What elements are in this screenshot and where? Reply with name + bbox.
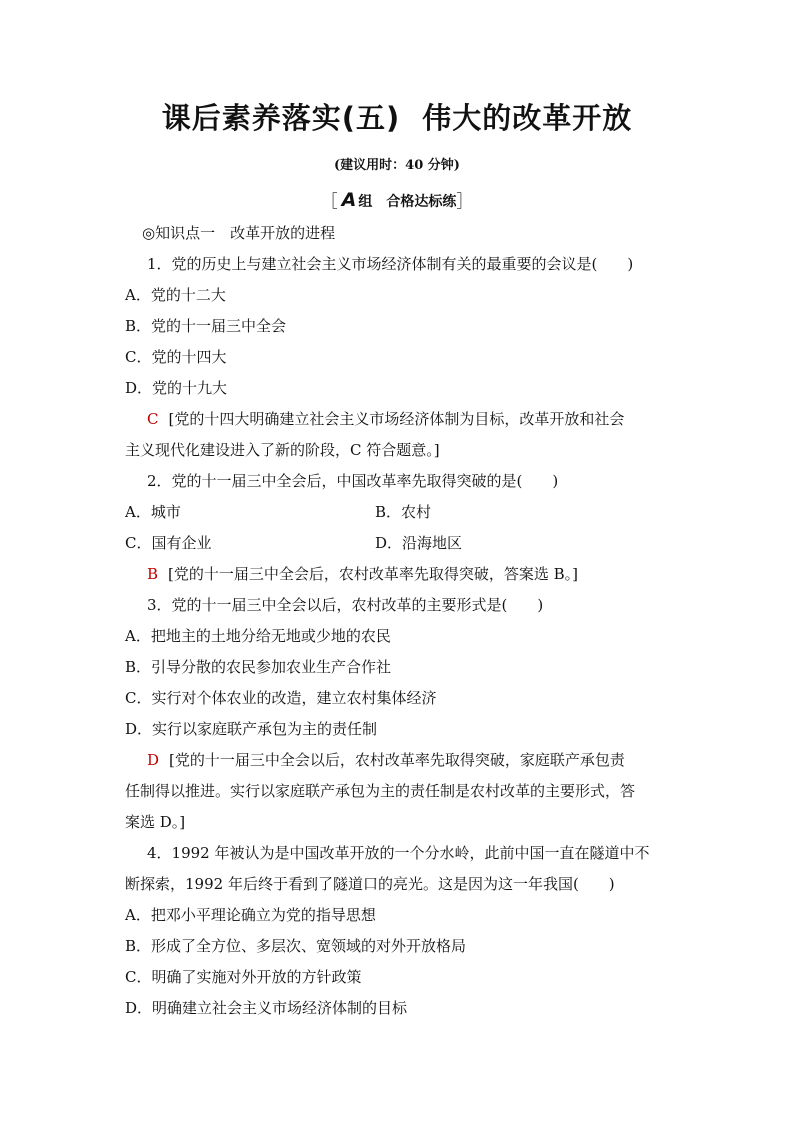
option-c: C．国有企业 xyxy=(125,534,212,552)
group-letter: A xyxy=(341,189,357,211)
group-heading xyxy=(0,186,794,211)
explanation-line xyxy=(125,559,681,590)
explanation-text: [党的十一届三中全会以后，农村改革率先取得突破，家庭联产承包责 xyxy=(169,751,625,769)
answer-letter: D xyxy=(147,751,160,769)
option-b: B．形成了全方位、多层次、宽领域的对外开放格局 xyxy=(125,937,467,955)
question-stem: 4．1992 年被认为是中国改革开放的一个分水岭，此前中国一直在隧道中不 xyxy=(147,844,650,862)
answer-letter: C xyxy=(147,410,159,428)
question-content xyxy=(125,218,681,1024)
question-stem-continued: 断探索，1992 年后终于看到了隧道口的亮光。这是因为这一年我国( ) xyxy=(125,875,615,893)
option-d: D．党的十九大 xyxy=(125,379,228,397)
question-4 xyxy=(125,838,681,1024)
option-a: A．城市 xyxy=(125,503,181,521)
question-3 xyxy=(125,590,681,838)
explanation-line xyxy=(125,745,681,776)
question-stem: 3．党的十一届三中全会以后，农村改革的主要形式是( ) xyxy=(147,596,544,614)
option-b: B．农村 xyxy=(375,503,432,521)
explanation-text: [党的十四大明确建立社会主义市场经济体制为目标，改革开放和社会 xyxy=(168,410,625,428)
group-name: 合格达标练 xyxy=(386,194,457,210)
question-1 xyxy=(125,249,681,466)
explanation-line: 案选 D。] xyxy=(125,813,186,831)
option-a: A．党的十二大 xyxy=(125,286,226,304)
page-title xyxy=(0,96,794,137)
option-row xyxy=(125,528,681,559)
question-stem: 1．党的历史上与建立社会主义市场经济体制有关的最重要的会议是( ) xyxy=(147,255,634,273)
explanation-text: [党的十一届三中全会后，农村改革率先取得突破，答案选 B。] xyxy=(168,565,579,583)
option-c: C．党的十四大 xyxy=(125,348,227,366)
section-heading: ◎知识点一 改革开放的进程 xyxy=(142,224,336,242)
explanation-line: 任制得以推进。实行以家庭联产承包为主的责任制是农村改革的主要形式，答 xyxy=(125,782,636,800)
option-a: A．把邓小平理论确立为党的指导思想 xyxy=(125,906,376,924)
suggested-time: (建议用时：40 分钟) xyxy=(334,158,460,173)
title-part1: 课后素养落实(五) xyxy=(161,101,401,135)
option-c: C．实行对个体农业的改造，建立农村集体经济 xyxy=(125,689,437,707)
explanation-line xyxy=(125,404,681,435)
explanation-line: 主义现代化建设进入了新的阶段，C 符合题意。] xyxy=(125,441,440,459)
option-d: D．沿海地区 xyxy=(375,534,463,552)
option-d: D．实行以家庭联产承包为主的责任制 xyxy=(125,720,378,738)
option-d: D．明确建立社会主义市场经济体制的目标 xyxy=(125,999,408,1017)
group-suffix: 组 xyxy=(358,194,373,210)
group-open-bracket: ［ xyxy=(320,192,338,212)
group-close-bracket: ］ xyxy=(456,192,474,212)
option-b: B．引导分散的农民参加农业生产合作社 xyxy=(125,658,392,676)
answer-letter: B xyxy=(147,565,159,583)
question-stem: 2．党的十一届三中全会后，中国改革率先取得突破的是( ) xyxy=(147,472,559,490)
title-part2: 伟大的改革开放 xyxy=(422,101,633,135)
option-row xyxy=(125,497,681,528)
option-c: C．明确了实施对外开放的方针政策 xyxy=(125,968,362,986)
option-b: B．党的十一届三中全会 xyxy=(125,317,287,335)
question-2 xyxy=(125,466,681,590)
option-a: A．把地主的土地分给无地或少地的农民 xyxy=(125,627,391,645)
